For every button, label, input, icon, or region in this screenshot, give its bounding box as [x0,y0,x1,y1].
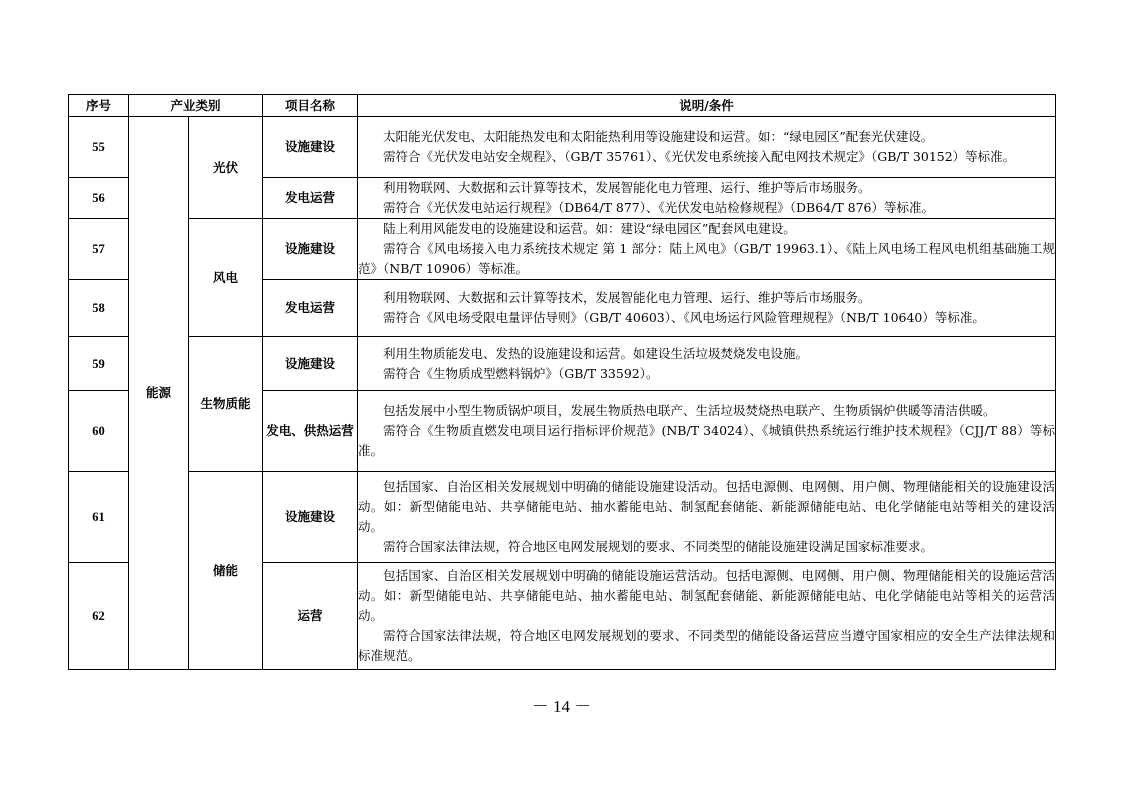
project-name: 运营 [263,563,358,670]
project-name: 设施建设 [263,472,358,563]
header-project: 项目名称 [263,95,358,117]
description-cell [358,280,1056,337]
description-line: 需符合《风电场受限电量评估导则》（GB/T 40603）、《风电场运行风险管理规程》（NB/T 10640）等标准。 [383,310,985,325]
description-line: 需符合国家法律法规，符合地区电网发展规划的要求、不同类型的储能设备运营应当遵守国家相应的安全生产法律法规和标准规范。 [358,628,1056,663]
description-line: 包括国家、自治区相关发展规划中明确的储能设施运营活动。包括电源侧、电网侧、用户侧、物理储能相关的设施运营活动。如：新型储能电站、共享储能电站、抽水蓄能电站、制氢配套储能、新能源储能电站、电化学储能电站等相关的运营活动。 [358,568,1056,623]
project-name: 发电运营 [263,280,358,337]
table-header-row [69,95,1056,117]
header-category: 产业类别 [129,95,263,117]
table-row [69,337,1056,391]
row-number: 61 [69,472,129,563]
subcategory-wind: 风电 [189,219,263,337]
row-number: 57 [69,219,129,280]
project-name: 发电、供热运营 [263,391,358,472]
description-cell [358,563,1056,670]
description-line: 利用物联网、大数据和云计算等技术，发展智能化电力管理、运行、维护等后市场服务。 [383,180,871,195]
row-number: 58 [69,280,129,337]
description-line: 太阳能光伏发电、太阳能热发电和太阳能热利用等设施建设和运营。如：“绿电园区”配套光伏建设。 [383,129,934,144]
project-name: 发电运营 [263,178,358,219]
project-name: 设施建设 [263,219,358,280]
header-seq: 序号 [69,95,129,117]
table-row [69,117,1056,178]
description-cell [358,117,1056,178]
table-row [69,472,1056,563]
row-number: 56 [69,178,129,219]
description-line: 需符合《光伏发电站运行规程》（DB64/T 877）、《光伏发电站检修规程》（DB64/T 876）等标准。 [383,200,935,215]
subcategory-biomass: 生物质能 [189,337,263,472]
description-line: 陆上利用风能发电的设施建设和运营。如：建设“绿电园区”配套风电建设。 [383,221,796,236]
description-cell [358,337,1056,391]
project-name: 设施建设 [263,117,358,178]
project-name: 设施建设 [263,337,358,391]
subcategory-pv: 光伏 [189,117,263,219]
row-number: 60 [69,391,129,472]
description-line: 需符合《生物质成型燃料锅炉》（GB/T 33592）。 [383,365,659,381]
description-line: 利用物联网、大数据和云计算等技术，发展智能化电力管理、运行、维护等后市场服务。 [383,290,871,305]
row-number: 59 [69,337,129,391]
energy-industry-table [68,94,1056,670]
header-description: 说明/条件 [358,95,1056,117]
description-line: 需符合国家法律法规，符合地区电网发展规划的要求、不同类型的储能设施建设满足国家标准要求。 [383,539,934,554]
description-line: 需符合《光伏发电站安全规程》、（GB/T 35761）、《光伏发电系统接入配电网技术规定》（GB/T 30152）等标准。 [383,149,1016,164]
description-cell [358,391,1056,472]
row-number: 62 [69,563,129,670]
page-number: － 14 － [531,697,592,716]
description-cell [358,472,1056,563]
description-line: 需符合《生物质直燃发电项目运行指标评价规范》(NB/T 34024）、《城镇供热系统运行维护技术规程》（CJJ/T 88）等标准。 [358,423,1056,458]
description-cell [358,219,1056,280]
description-line: 包括国家、自治区相关发展规划中明确的储能设施建设活动。包括电源侧、电网侧、用户侧、物理储能相关的设施建设活动。如：新型储能电站、共享储能电站、抽水蓄能电站、制氢配套储能、新能源储能电站、电化学储能电站等相关的建设活动。 [358,479,1056,534]
description-line: 利用生物质能发电、发热的设施建设和运营。如建设生活垃圾焚烧发电设施。 [383,345,809,361]
description-cell [358,178,1056,219]
level1-category: 能源 [129,117,189,670]
subcategory-storage: 储能 [189,472,263,670]
table-row [69,219,1056,280]
row-number: 55 [69,117,129,178]
description-line: 需符合《风电场接入电力系统技术规定 第 1 部分：陆上风电》（GB/T 19963.1）、《陆上风电场工程风电机组基础施工规范》（NB/T 10906）等标准。 [358,241,1056,276]
description-line: 包括发展中小型生物质锅炉项目，发展生物质热电联产、生活垃圾焚烧热电联产、生物质锅炉供暖等清洁供暖。 [383,403,996,418]
